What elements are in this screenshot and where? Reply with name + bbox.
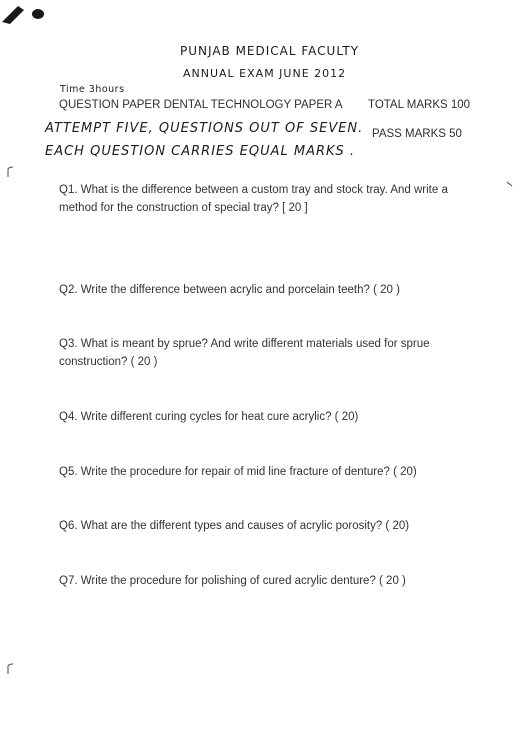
paper-title: QUESTION PAPER DENTAL TECHNOLOGY PAPER A	[59, 99, 343, 111]
question-7-line-1: Q7. Write the procedure for polishing of cured acrylic denture? ( 20 )	[59, 575, 406, 587]
margin-mark-right	[505, 180, 515, 190]
margin-mark-left-bottom	[2, 662, 16, 676]
exam-time: Time 3hours	[60, 84, 125, 95]
equal-marks-instruction: EACH QUESTION CARRIES EQUAL MARKS .	[45, 144, 356, 159]
question-1	[59, 181, 448, 217]
question-2-line-1: Q2. Write the difference between acrylic and porcelain teeth? ( 20 )	[59, 284, 400, 296]
institution-heading: PUNJAB MEDICAL FACULTY	[180, 44, 360, 58]
scan-corner-mark	[0, 0, 60, 30]
attempt-instruction: ATTEMPT FIVE, QUESTIONS OUT OF SEVEN.	[45, 121, 364, 136]
question-1-line-1: Q1. What is the difference between a custom tray and stock tray. And write a	[59, 184, 448, 196]
question-2	[59, 281, 400, 299]
question-3-line-1: Q3. What is meant by sprue? And write different materials used for sprue	[59, 338, 430, 350]
question-4-line-1: Q4. Write different curing cycles for heat cure acrylic? ( 20)	[59, 411, 359, 423]
question-3	[59, 335, 430, 371]
pass-marks: PASS MARKS 50	[372, 128, 462, 140]
total-marks: TOTAL MARKS 100	[368, 99, 471, 111]
question-1-line-2: method for the construction of special tray? [ 20 ]	[59, 202, 308, 214]
question-5-line-1: Q5. Write the procedure for repair of mid line fracture of denture? ( 20)	[59, 466, 417, 478]
question-6	[59, 517, 409, 535]
exam-session-heading: ANNUAL EXAM JUNE 2012	[183, 67, 347, 80]
question-7	[59, 572, 406, 590]
margin-mark-left-top	[2, 165, 16, 179]
question-3-line-2: construction? ( 20 )	[59, 356, 158, 368]
question-5	[59, 463, 417, 481]
question-6-line-1: Q6. What are the different types and causes of acrylic porosity? ( 20)	[59, 520, 410, 532]
question-4	[59, 408, 358, 426]
